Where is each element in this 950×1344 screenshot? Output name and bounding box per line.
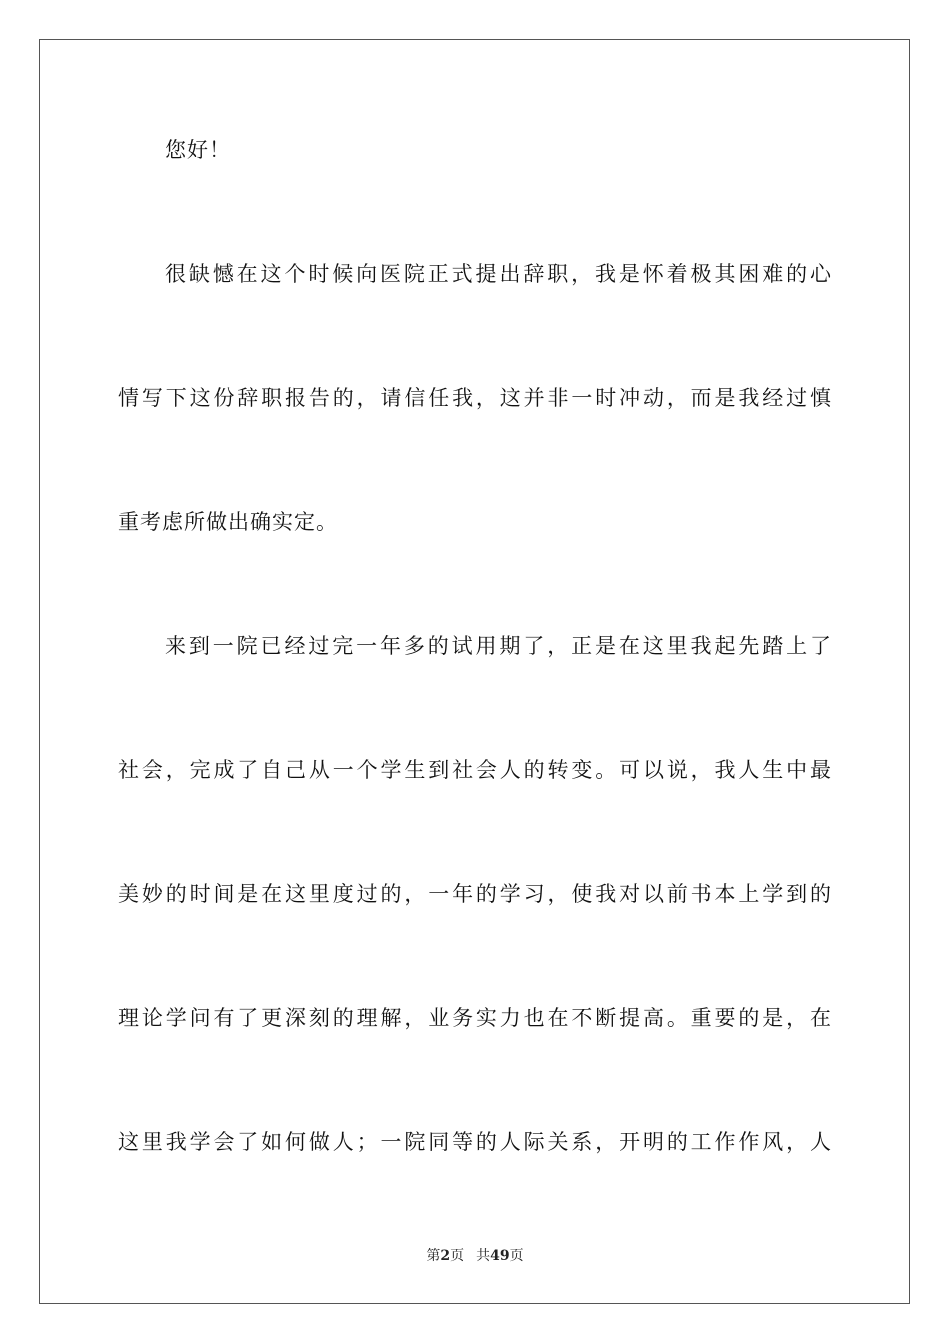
paragraph-1-line-1: 很缺憾在这个时候向医院正式提出辞职，我是怀着极其困难的心 xyxy=(165,262,832,286)
paragraph-2-line-2: 社会，完成了自己从一个学生到社会人的转变。可以说，我人生中最 xyxy=(118,758,832,782)
paragraph-2-line-1: 来到一院已经过完一年多的试用期了，正是在这里我起先踏上了 xyxy=(165,634,832,658)
greeting-line: 您好！ xyxy=(165,138,231,162)
page-footer xyxy=(0,1247,950,1265)
paragraph-2-line-3: 美妙的时间是在这里度过的，一年的学习，使我对以前书本上学到的 xyxy=(118,882,832,906)
footer-total-pages: 49 xyxy=(490,1248,510,1264)
footer-page-suffix: 页 xyxy=(450,1248,465,1264)
paragraph-1-line-2: 情写下这份辞职报告的，请信任我，这并非一时冲动，而是我经过慎 xyxy=(118,386,832,410)
footer-page-number: 2 xyxy=(440,1248,451,1264)
footer-page-prefix: 第 xyxy=(426,1248,441,1264)
footer-total-suffix: 页 xyxy=(509,1248,524,1264)
paragraph-2-line-4: 理论学问有了更深刻的理解，业务实力也在不断提高。重要的是，在 xyxy=(118,1006,832,1030)
footer-total-prefix: 共 xyxy=(476,1248,491,1264)
paragraph-1-line-3: 重考虑所做出确实定。 xyxy=(118,510,338,534)
page-border xyxy=(39,39,910,1304)
paragraph-2-line-5: 这里我学会了如何做人；一院同等的人际关系，开明的工作作风，人 xyxy=(118,1130,832,1154)
